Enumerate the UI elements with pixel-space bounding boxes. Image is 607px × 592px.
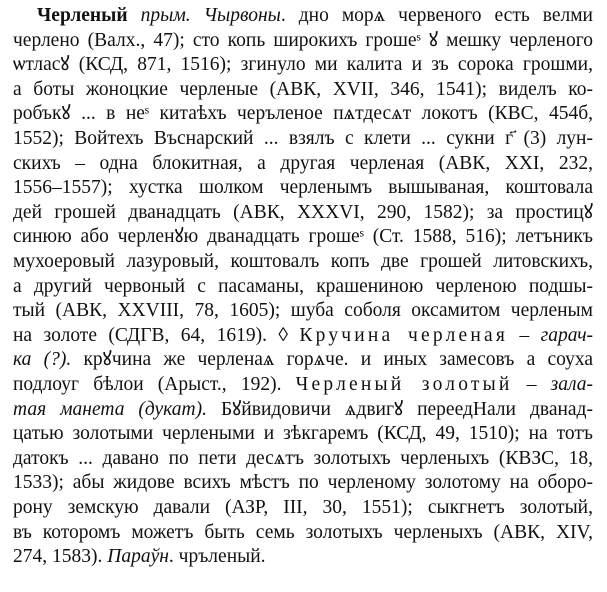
entry-line (13, 545, 593, 569)
entry-line (13, 447, 593, 471)
entry-text: въ которомъ можетъ быть семь золотыхъ черленыхъ (АВК, XIV, (13, 521, 593, 543)
entry-line (13, 398, 593, 422)
entry-italic-text: прым. Чырвоны (127, 5, 281, 26)
entry-text: мухоеровый лазуровый, коштовалъ копъ две грошей литовскихъ, (13, 251, 593, 272)
entry-line (13, 348, 593, 372)
entry-line (13, 299, 593, 323)
entry-text: а другий червоный с пасаманы, крашениною черленою подшы- (13, 275, 593, 297)
entry-text: скихъ – одна блокитная, а другая черленая (АВК, XXI, 232, (13, 152, 593, 174)
entry-text: рону земскую давали (АЗР, III, 30, 1551); сыкгнетъ золотый, (13, 497, 593, 518)
entry-line (13, 422, 593, 446)
entry-line (13, 127, 593, 151)
entry-italic-text: Параўн (107, 546, 169, 568)
headword: Черленый (37, 5, 128, 26)
entry-text: крꙋчина же черленаѧ горѧче. и иных замесовъ а соуха (71, 349, 594, 371)
entry-italic-text: тая манета (дукат). (13, 398, 207, 420)
entry-text: ѡтласꙋ (КСД, 871, 1516); згинуло ми калита и зъ сорока грошми, (13, 54, 593, 76)
entry-text: робъкꙋ ... в неˢ китаѣхъ черъленое пѧтдесѧт локотъ (КВС, 454б, (13, 103, 593, 125)
entry-line (13, 78, 593, 102)
entry-text: 1533); абы жидове всихъ мѣстъ по черленому золотому на оборо- (13, 472, 593, 494)
entry-text: 274, 1583). (13, 546, 108, 568)
entry-line (37, 4, 593, 28)
entry-line (13, 275, 593, 299)
entry-line (13, 225, 593, 249)
entry-text: . дно морѧ червеного есть велми (280, 5, 593, 26)
entry-italic-text: ка (?). (13, 349, 72, 371)
entry-line (13, 496, 593, 520)
entry-italic-text: гарач- (540, 324, 594, 346)
entry-text: – (508, 324, 541, 346)
entry-line (13, 152, 593, 176)
entry-line (13, 521, 593, 545)
entry-text: цатью золотыми черлеными и зѣкгаремъ (КСД, 49, 1510); на тотъ (13, 423, 593, 445)
idiom-phrase: Черленый золотый (295, 374, 513, 395)
entry-text: 1552); Войтехъ Въснарский ... взялъ с клети ... сукни г҃ (3) лун- (13, 128, 593, 149)
entry-line (13, 250, 593, 274)
entry-line (13, 201, 593, 225)
entry-text: черлено (Валх., 47); сто копь широкихъ грошеˢ ꙋ мешку черленого (13, 29, 593, 51)
entry-line (13, 176, 593, 200)
entry-line (13, 53, 593, 77)
entry-text: – (512, 374, 551, 395)
entry-text: Бꙋйвидовичи ѧдвигꙋ переедНали дванад- (207, 398, 593, 420)
entry-text: . чръленый. (168, 546, 266, 568)
entry-text: 1556–1557); хустка шолком черленымъ вышываная, коштовала (13, 177, 593, 199)
entry-line (13, 471, 593, 495)
entry-text: тый (АВК, XXVIII, 78, 1605); шуба соболя оксамитом черленым (13, 300, 593, 322)
entry-line (13, 373, 593, 397)
entry-text: дей грошей дванадцать (АВК, XXXVI, 290, 1582); за простицꙋ (13, 201, 593, 223)
entry-italic-text: зала- (550, 374, 594, 395)
entry-text: а боты жоноцкие черленые (АВК, XVII, 346, 1541); виделъ ко- (13, 78, 593, 100)
entry-line (13, 324, 593, 348)
entry-line (13, 102, 593, 126)
entry-text: датокъ ... давано по пети десѧтъ золотыхъ черленыхъ (КВЗС, 18, (13, 447, 593, 469)
entry-text: подлоуг бѣлои (Арыст., 192). (13, 374, 296, 395)
entry-line (13, 29, 593, 53)
entry-text: на золоте (СДГВ, 64, 1619). ◊ (13, 324, 300, 346)
idiom-phrase: Кручина черленая (299, 324, 509, 346)
entry-text: синюю або черленꙋю дванадцать грошеˢ (Ст. 1588, 516); летъникъ (13, 226, 593, 248)
